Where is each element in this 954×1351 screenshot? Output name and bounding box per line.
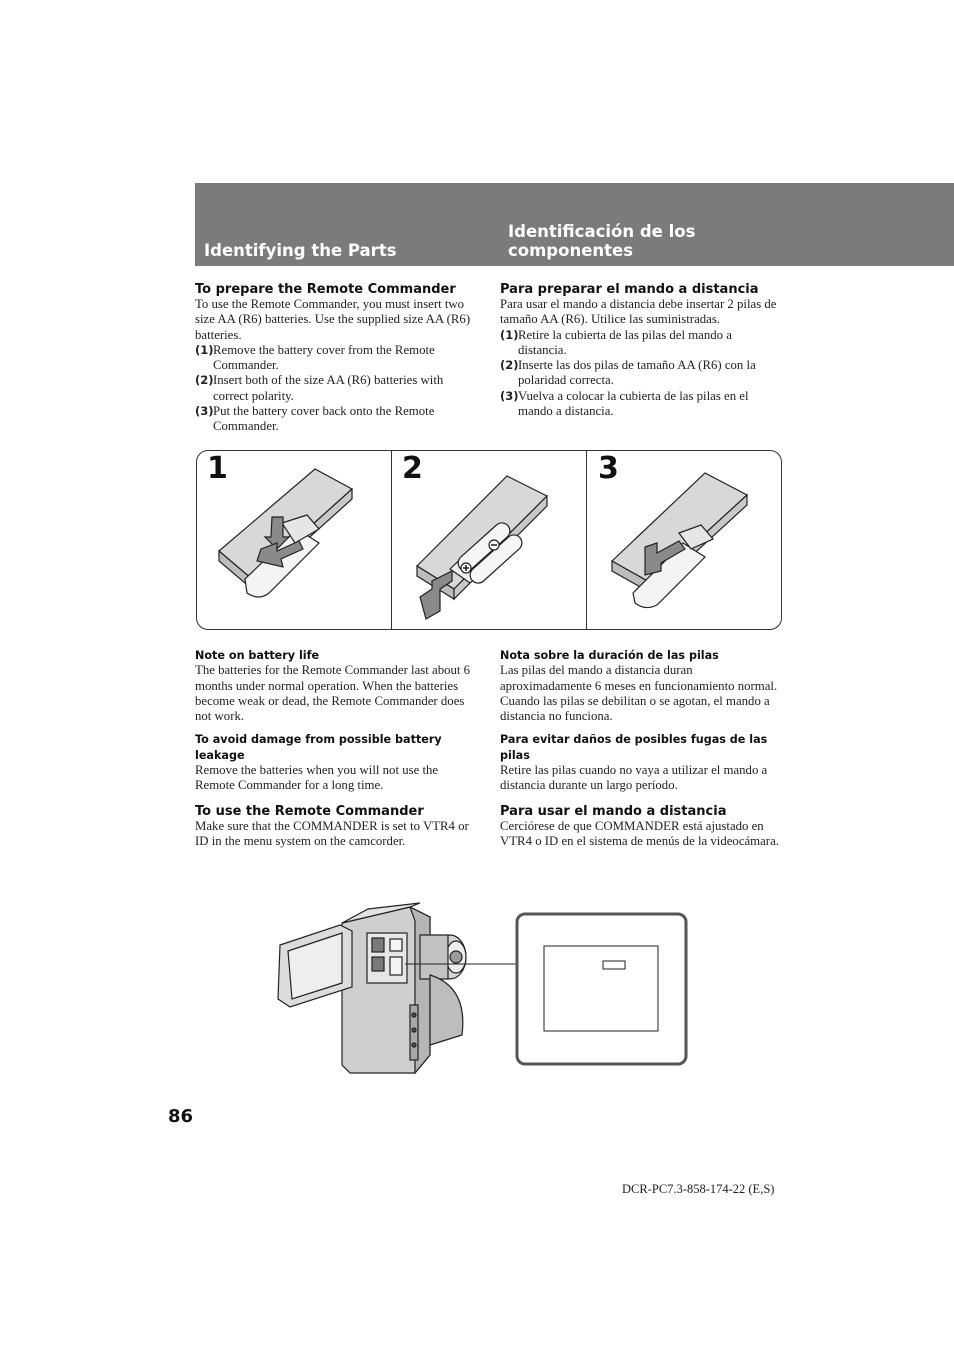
es-step-1-text: Retire la cubierta de las pilas del mando a distancia. [518, 327, 732, 357]
section-title-es: Identificación de los componentes [508, 222, 696, 260]
en-prepare-heading: To prepare the Remote Commander [195, 282, 456, 297]
panel-number-3: 3 [598, 451, 619, 486]
footer-model-code: DCR-PC7.3-858-174-22 (E,S) [622, 1182, 775, 1196]
remote-insert-batteries-illustration [392, 451, 586, 629]
es-step-2 [500, 358, 782, 389]
es-leakage-text: Retire las pilas cuando no vaya a utilizar el mando a distancia durante un largo período. [500, 763, 768, 793]
es-step-2-num: (2) [500, 358, 519, 373]
en-step-3-num: (3) [195, 404, 214, 419]
en-step-1-text: Remove the battery cover from the Remote Commander. [213, 342, 435, 373]
es-use-text: Cerciórese de que COMMANDER está ajustado en VTR4 o ID en el sistema de menús de la videocámara. [500, 818, 779, 848]
en-notes-section [195, 648, 477, 849]
es-leakage-heading: Para evitar daños de posibles fugas de las pilas [500, 733, 768, 762]
en-step-2 [195, 373, 477, 404]
en-prepare-intro: To use the Remote Commander, you must insert two size AA (R6) batteries. Use the supplied size AA (R6) batteries. [195, 297, 471, 342]
en-step-1-num: (1) [195, 342, 214, 357]
battery-install-figure [196, 450, 782, 630]
en-prepare-section [195, 282, 477, 435]
remote-remove-cover-illustration [197, 451, 391, 629]
en-leakage-text: Remove the batteries when you will not use the Remote Commander for a long time. [195, 763, 439, 793]
panel-number-2: 2 [402, 451, 423, 486]
en-step-3-text: Put the battery cover back onto the Remote Commander. [213, 404, 435, 434]
camcorder-illustration [270, 895, 700, 1080]
en-leakage-heading: To avoid damage from possible battery leakage [195, 733, 442, 762]
es-prepare-heading: Para preparar el mando a distancia [500, 282, 759, 297]
en-step-2-text: Insert both of the size AA (R6) batteries with correct polarity. [213, 373, 444, 403]
en-battery-life-heading: Note on battery life [195, 649, 320, 662]
en-step-3 [195, 404, 477, 435]
es-prepare-intro: Para usar el mando a distancia debe insertar 2 pilas de tamaño AA (R6). Utilice las suministradas. [500, 297, 777, 327]
es-step-3-text: Vuelva a colocar la cubierta de las pilas en el mando a distancia. [518, 388, 749, 419]
es-use-heading: Para usar el mando a distancia [500, 803, 727, 819]
es-step-1 [500, 328, 782, 359]
es-step-3 [500, 389, 782, 420]
section-title-en: Identifying the Parts [204, 241, 397, 260]
es-battery-life-text: Las pilas del mando a distancia duran aproximadamente 6 meses en funcionamiento normal. Cuando las pilas se debilitan o se agotan, el mando a distancia no funciona. [500, 663, 778, 724]
es-step-3-num: (3) [500, 388, 519, 403]
es-step-2-text: Inserte las dos pilas de tamaño AA (R6) con la polaridad correcta. [518, 358, 756, 388]
es-prepare-section [500, 282, 782, 419]
remote-replace-cover-illustration [587, 451, 781, 629]
es-notes-section [500, 648, 782, 849]
en-battery-life-text: The batteries for the Remote Commander last about 6 months under normal operation. When the batteries become weak or dead, the Remote Commander does not work. [195, 663, 471, 724]
en-use-heading: To use the Remote Commander [195, 803, 424, 819]
es-battery-life-heading: Nota sobre la duración de las pilas [500, 649, 719, 662]
en-step-2-num: (2) [195, 373, 214, 388]
en-step-1 [195, 343, 477, 374]
page-number: 86 [168, 1106, 194, 1127]
es-step-1-num: (1) [500, 327, 519, 342]
panel-number-1: 1 [207, 451, 228, 486]
en-use-text: Make sure that the COMMANDER is set to VTR4 or ID in the menu system on the camcorder. [195, 818, 469, 848]
